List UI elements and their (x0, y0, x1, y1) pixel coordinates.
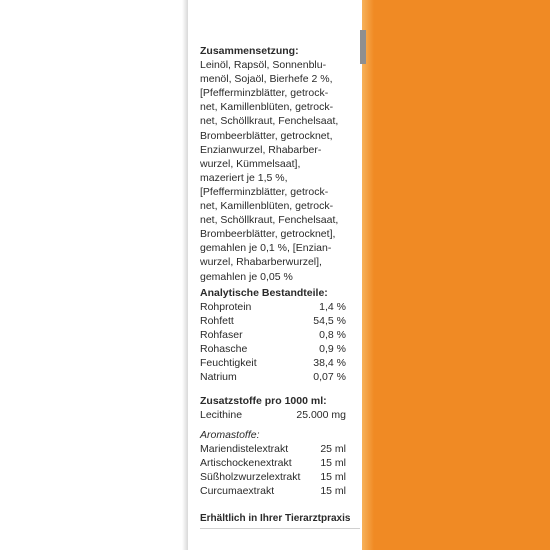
aroma-row (200, 442, 348, 456)
analytics-value: 0,8 % (319, 329, 346, 342)
composition-line: wurzel, Kümmelsaat], (200, 157, 301, 170)
composition-line: [Pfefferminzblätter, getrock- (200, 185, 329, 198)
analytics-value: 0,07 % (313, 371, 346, 384)
aroma-name: Süßholzwurzelextrakt (200, 471, 301, 484)
analytics-row (200, 328, 348, 342)
analytics-value: 0,9 % (319, 343, 346, 356)
analytics-section (200, 286, 348, 384)
aroma-name: Artischockenextrakt (200, 457, 292, 470)
analytics-row (200, 342, 348, 356)
analytics-heading: Analytische Bestandteile: (200, 287, 328, 299)
composition-line: Enzianwurzel, Rhabarber- (200, 143, 322, 156)
analytics-row (200, 356, 348, 370)
composition-line: wurzel, Rhabarberwurzel], (200, 256, 322, 269)
composition-line: [Pfefferminzblätter, getrock- (200, 87, 329, 100)
analytics-value: 38,4 % (313, 357, 346, 370)
aroma-value: 25 ml (320, 443, 346, 456)
package-left-side (0, 0, 188, 550)
composition-line: net, Kamillenblüten, getrock- (200, 200, 334, 213)
lecithin-value: 25.000 mg (296, 409, 346, 422)
composition-section (200, 44, 338, 284)
composition-line: gemahlen je 0,05 % (200, 270, 293, 283)
orange-edge-highlight (362, 0, 374, 550)
analytics-name: Rohfett (200, 315, 234, 328)
aroma-value: 15 ml (320, 485, 346, 498)
aroma-row (200, 470, 348, 484)
aroma-name: Mariendistelextrakt (200, 443, 289, 456)
aroma-name: Curcumaextrakt (200, 485, 275, 498)
lecithin-name: Lecithine (200, 409, 243, 422)
analytics-name: Rohprotein (200, 301, 252, 314)
analytics-name: Natrium (200, 371, 237, 384)
analytics-row (200, 314, 348, 328)
analytics-name: Rohfaser (200, 329, 243, 342)
lecithin-row (200, 408, 348, 422)
analytics-value: 1,4 % (319, 301, 346, 314)
additives-section (200, 394, 348, 498)
analytics-value: 54,5 % (313, 315, 346, 328)
analytics-name: Rohasche (200, 343, 248, 356)
aroma-heading: Aromastoffe: (200, 429, 260, 442)
orange-side-panel (362, 0, 550, 550)
composition-line: menöl, Sojaöl, Bierhefe 2 %, (200, 73, 333, 86)
composition-line: Brombeerblätter, getrocknet, (200, 129, 333, 142)
aroma-row (200, 484, 348, 498)
aroma-row (200, 456, 348, 470)
availability-note: Erhältlich in Ihrer Tierarztpraxis (200, 513, 351, 524)
composition-line: Leinöl, Rapsöl, Sonnenblu- (200, 59, 327, 72)
composition-heading: Zusammensetzung: (200, 45, 299, 57)
analytics-row (200, 370, 348, 384)
aroma-value: 15 ml (320, 471, 346, 484)
composition-line: net, Schöllkraut, Fenchelsaat, (200, 214, 339, 227)
footer-divider (200, 528, 360, 529)
composition-line: net, Schöllkraut, Fenchelsaat, (200, 115, 339, 128)
composition-line: mazeriert je 1,5 %, (200, 171, 288, 184)
composition-line: gemahlen je 0,1 %, [Enzian- (200, 242, 332, 255)
composition-line: Brombeerblätter, getrocknet], (200, 228, 336, 241)
composition-line: net, Kamillenblüten, getrock- (200, 101, 334, 114)
grey-marker (360, 30, 366, 64)
analytics-row (200, 300, 348, 314)
additives-heading: Zusatzstoffe pro 1000 ml: (200, 395, 327, 407)
aroma-value: 15 ml (320, 457, 346, 470)
analytics-name: Feuchtigkeit (200, 357, 257, 370)
